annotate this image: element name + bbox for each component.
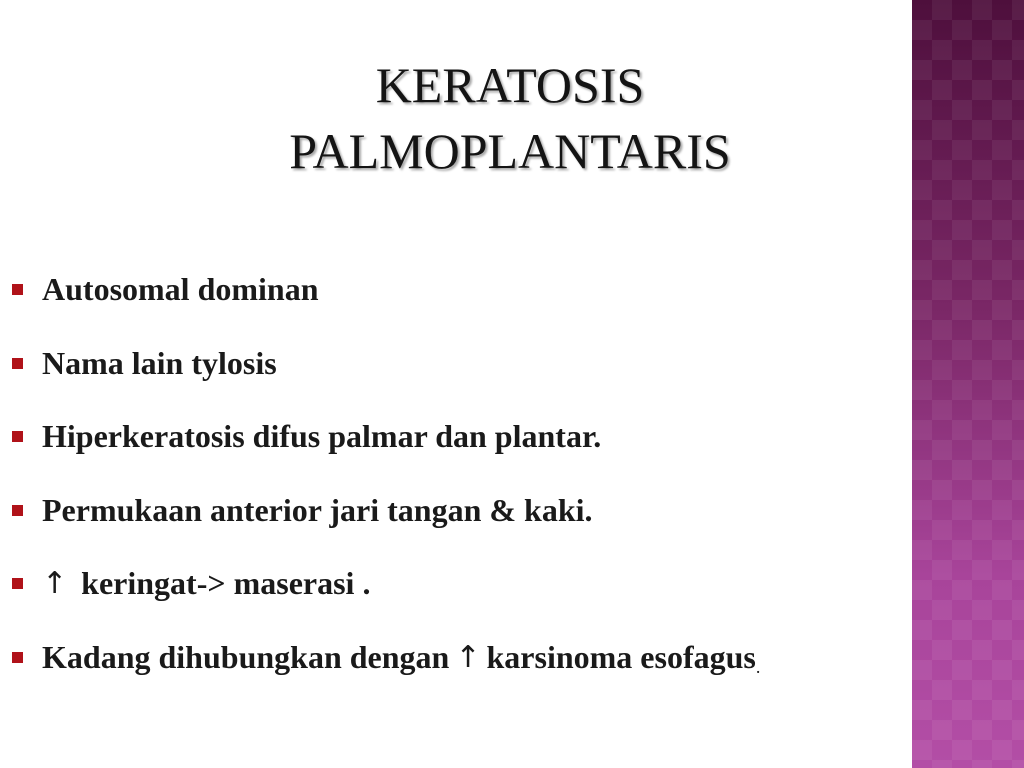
bullet-text: Autosomal dominan: [42, 271, 319, 308]
square-bullet-icon: [12, 578, 23, 589]
bullet-item: [12, 327, 952, 401]
bullet-item: [12, 547, 952, 621]
bullet-text-before: Kadang dihubungkan dengan: [42, 638, 450, 675]
square-bullet-icon: [12, 358, 23, 369]
bullet-item: [12, 253, 952, 327]
bullet-item: [12, 400, 952, 474]
slide-title: [140, 52, 880, 184]
square-bullet-icon: [12, 505, 23, 516]
bullet-text-after: karsinoma esofagus: [486, 638, 756, 675]
bullet-item: [12, 621, 952, 695]
bullet-text: Permukaan anterior jari tangan & kaki.: [42, 491, 593, 528]
bullet-text: Hiperkeratosis difus palmar dan plantar.: [42, 418, 602, 455]
bullet-list: [12, 253, 952, 694]
bullet-text: keringat-> maserasi .: [73, 565, 371, 602]
square-bullet-icon: [12, 431, 23, 442]
square-bullet-icon: [12, 652, 23, 663]
title-line-1: KERATOSIS: [375, 57, 645, 113]
up-arrow-icon: ↑: [42, 566, 68, 602]
title-line-2: PALMOPLANTARIS: [289, 123, 731, 179]
bullet-item: [12, 474, 952, 548]
bullet-text: Nama lain tylosis: [42, 344, 277, 381]
up-arrow-icon: ↑: [455, 639, 481, 675]
square-bullet-icon: [12, 284, 23, 295]
bullet-end-period: .: [755, 657, 761, 677]
